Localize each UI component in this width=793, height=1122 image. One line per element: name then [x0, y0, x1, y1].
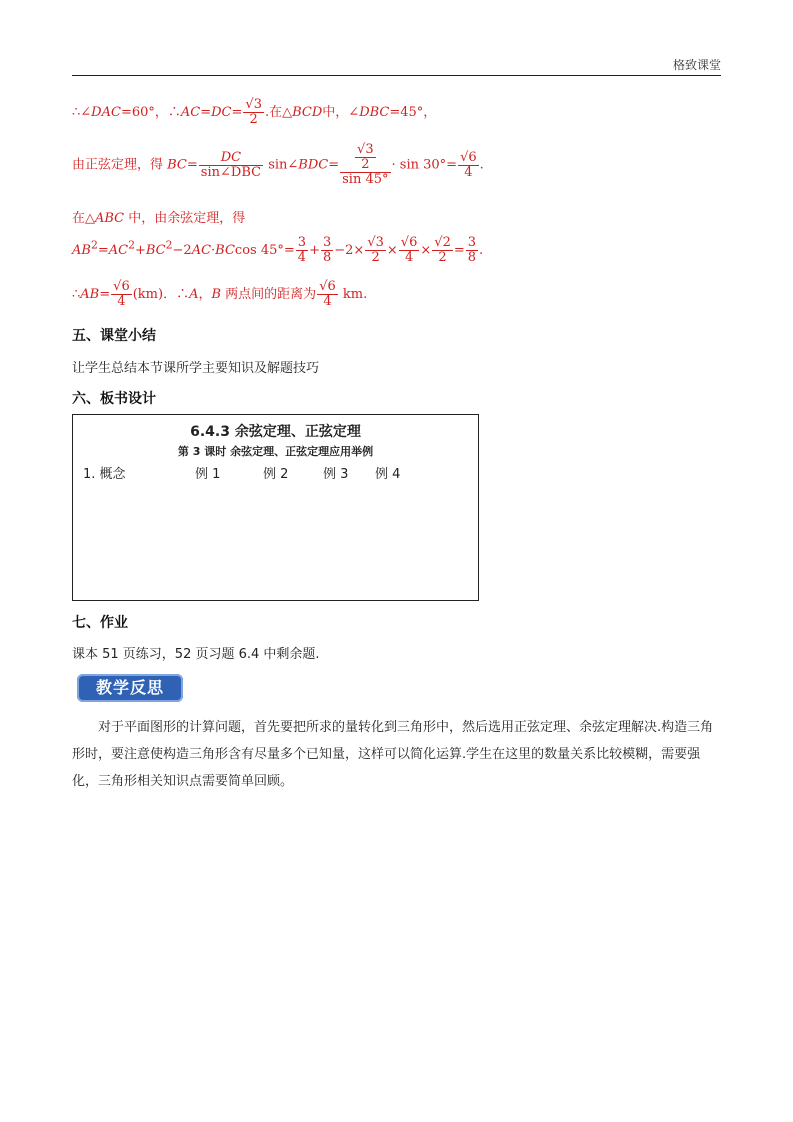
fraction: $\frac{√3}{2}$ — [245, 97, 262, 127]
text: 中，由余弦定理，得 — [124, 211, 246, 226]
text: 在△ — [72, 211, 95, 226]
radicand: 6 — [327, 279, 336, 294]
denominator: 4 — [323, 294, 332, 309]
fraction — [296, 236, 308, 265]
text: = — [200, 105, 212, 120]
text: −2 — [172, 243, 192, 258]
text: = — [328, 157, 340, 173]
text: ∴ — [72, 287, 81, 302]
radicand: 3 — [375, 235, 384, 250]
board-item-example-3: 例 3 — [323, 467, 349, 482]
exponent: 2 — [128, 238, 135, 252]
radicand: 6 — [121, 279, 130, 294]
numerator: 3 — [297, 235, 307, 250]
inner-fraction: $\frac{√3}{2}$ — [357, 142, 374, 172]
text: AC — [108, 243, 129, 258]
radicand: 3 — [365, 142, 374, 157]
text: = — [186, 157, 198, 173]
text: = — [453, 243, 465, 258]
text: DC — [211, 105, 232, 120]
text: BCD — [292, 105, 323, 120]
denominator: 4 — [464, 164, 473, 180]
section-7-text: 课本 51 页练习，52 页习题 6.4 中剩余题. — [72, 647, 320, 662]
radicand: 6 — [468, 149, 477, 165]
text: DAC — [91, 105, 121, 120]
radicand: 2 — [442, 235, 451, 250]
fraction: $\frac{√6}{4}$ — [113, 279, 130, 309]
numerator: 3 — [322, 235, 332, 250]
board-item-concept: 1. 概念 — [83, 467, 126, 482]
denominator: 8 — [467, 250, 477, 265]
denominator: 4 — [117, 294, 126, 309]
text: 中，∠ — [322, 105, 360, 120]
text: =60°，∴ — [120, 105, 181, 120]
text: AB — [72, 243, 91, 258]
section-5-title: 五、课堂小结 — [72, 328, 156, 344]
radicand: 3 — [253, 97, 262, 112]
text: = — [99, 287, 111, 302]
denominator: sin∠DBC — [200, 164, 262, 180]
board-item-example-1: 例 1 — [195, 467, 221, 482]
numerator: DC — [199, 151, 263, 166]
denominator: 8 — [322, 250, 332, 265]
board-design-box — [72, 414, 479, 601]
fraction: $\frac{√6}{4}$ — [319, 279, 336, 309]
text: cos 45°= — [234, 243, 295, 258]
fraction — [321, 236, 333, 265]
compound-fraction — [340, 143, 390, 187]
text: BC — [167, 157, 187, 173]
denominator: 2 — [438, 250, 447, 265]
text: B — [211, 287, 222, 302]
denominator: 2 — [249, 112, 258, 127]
text: =45°， — [389, 105, 437, 120]
text: = — [97, 243, 109, 258]
text: = — [231, 105, 243, 120]
numerator: 3 — [467, 235, 477, 250]
solution-line-5 — [72, 280, 367, 309]
reflection-badge: 教学反思 — [77, 674, 183, 702]
solution-line-2 — [72, 143, 484, 187]
denominator: 2 — [361, 157, 370, 172]
exponent: 2 — [90, 238, 98, 252]
text: ABC — [95, 211, 125, 226]
fraction — [466, 236, 478, 265]
solution-line-1 — [72, 98, 436, 127]
header-rule — [72, 75, 721, 76]
text: AC — [180, 105, 201, 120]
text: .在△ — [264, 105, 293, 120]
text: 由正弦定理，得 — [72, 157, 168, 173]
text: km. — [338, 287, 368, 302]
section-6-title: 六、板书设计 — [72, 391, 156, 407]
board-title: 6.4.3 余弦定理、正弦定理 — [190, 424, 361, 440]
fraction: $\frac{√3}{2}$ — [367, 235, 384, 265]
header-brand: 格致课堂 — [672, 58, 721, 72]
board-subtitle: 第 3 课时 余弦定理、正弦定理应用举例 — [177, 445, 374, 458]
text: + — [309, 243, 320, 258]
reflection-paragraph: 对于平面图形的计算问题，首先要把所求的量转化到三角形中，然后选用正弦定理、余弦定理解决.构造三角形时，要注意使构造三角形含有尽量多个已知量，这样可以简化运算.学生在这里的数量关系比较模糊，需要强化，三角形相关知识点需要简单回顾。 — [72, 720, 714, 789]
denominator: 2 — [371, 250, 380, 265]
section-7-title: 七、作业 — [72, 615, 128, 631]
text: × — [420, 243, 432, 258]
section-5-text: 让学生总结本节课所学主要知识及解题技巧 — [72, 361, 320, 376]
radicand: 6 — [409, 235, 418, 250]
text: · sin 30°= — [391, 157, 458, 173]
text: BDC — [298, 157, 329, 173]
exponent: 2 — [165, 238, 173, 252]
fraction — [199, 151, 263, 180]
fraction: $\frac{√6}{4}$ — [460, 149, 477, 180]
text: ∴∠ — [72, 105, 92, 120]
denominator: 4 — [297, 250, 307, 265]
text: (km)．∴ — [132, 287, 190, 302]
denominator: sin 45° — [342, 172, 389, 187]
text: + — [134, 243, 146, 258]
text: × — [386, 243, 398, 258]
board-item-example-2: 例 2 — [263, 467, 289, 482]
text: A — [189, 287, 199, 302]
denominator: 4 — [404, 250, 414, 265]
solution-line-3 — [72, 207, 245, 226]
text: AB — [80, 287, 100, 302]
text: . — [479, 157, 484, 173]
text: −2× — [334, 243, 365, 258]
board-item-example-4: 例 4 — [375, 467, 401, 482]
fraction: $\frac{√6}{4}$ — [400, 235, 418, 265]
text: 两点间的距离为 — [221, 287, 317, 302]
text: BC — [145, 243, 166, 258]
text: ， — [198, 287, 212, 302]
text: DBC — [359, 105, 390, 120]
text: sin∠ — [264, 157, 299, 173]
text: AC·BC — [191, 243, 235, 258]
text: . — [479, 243, 484, 258]
solution-line-4 — [72, 236, 483, 265]
fraction: $\frac{√2}{2}$ — [434, 235, 451, 265]
